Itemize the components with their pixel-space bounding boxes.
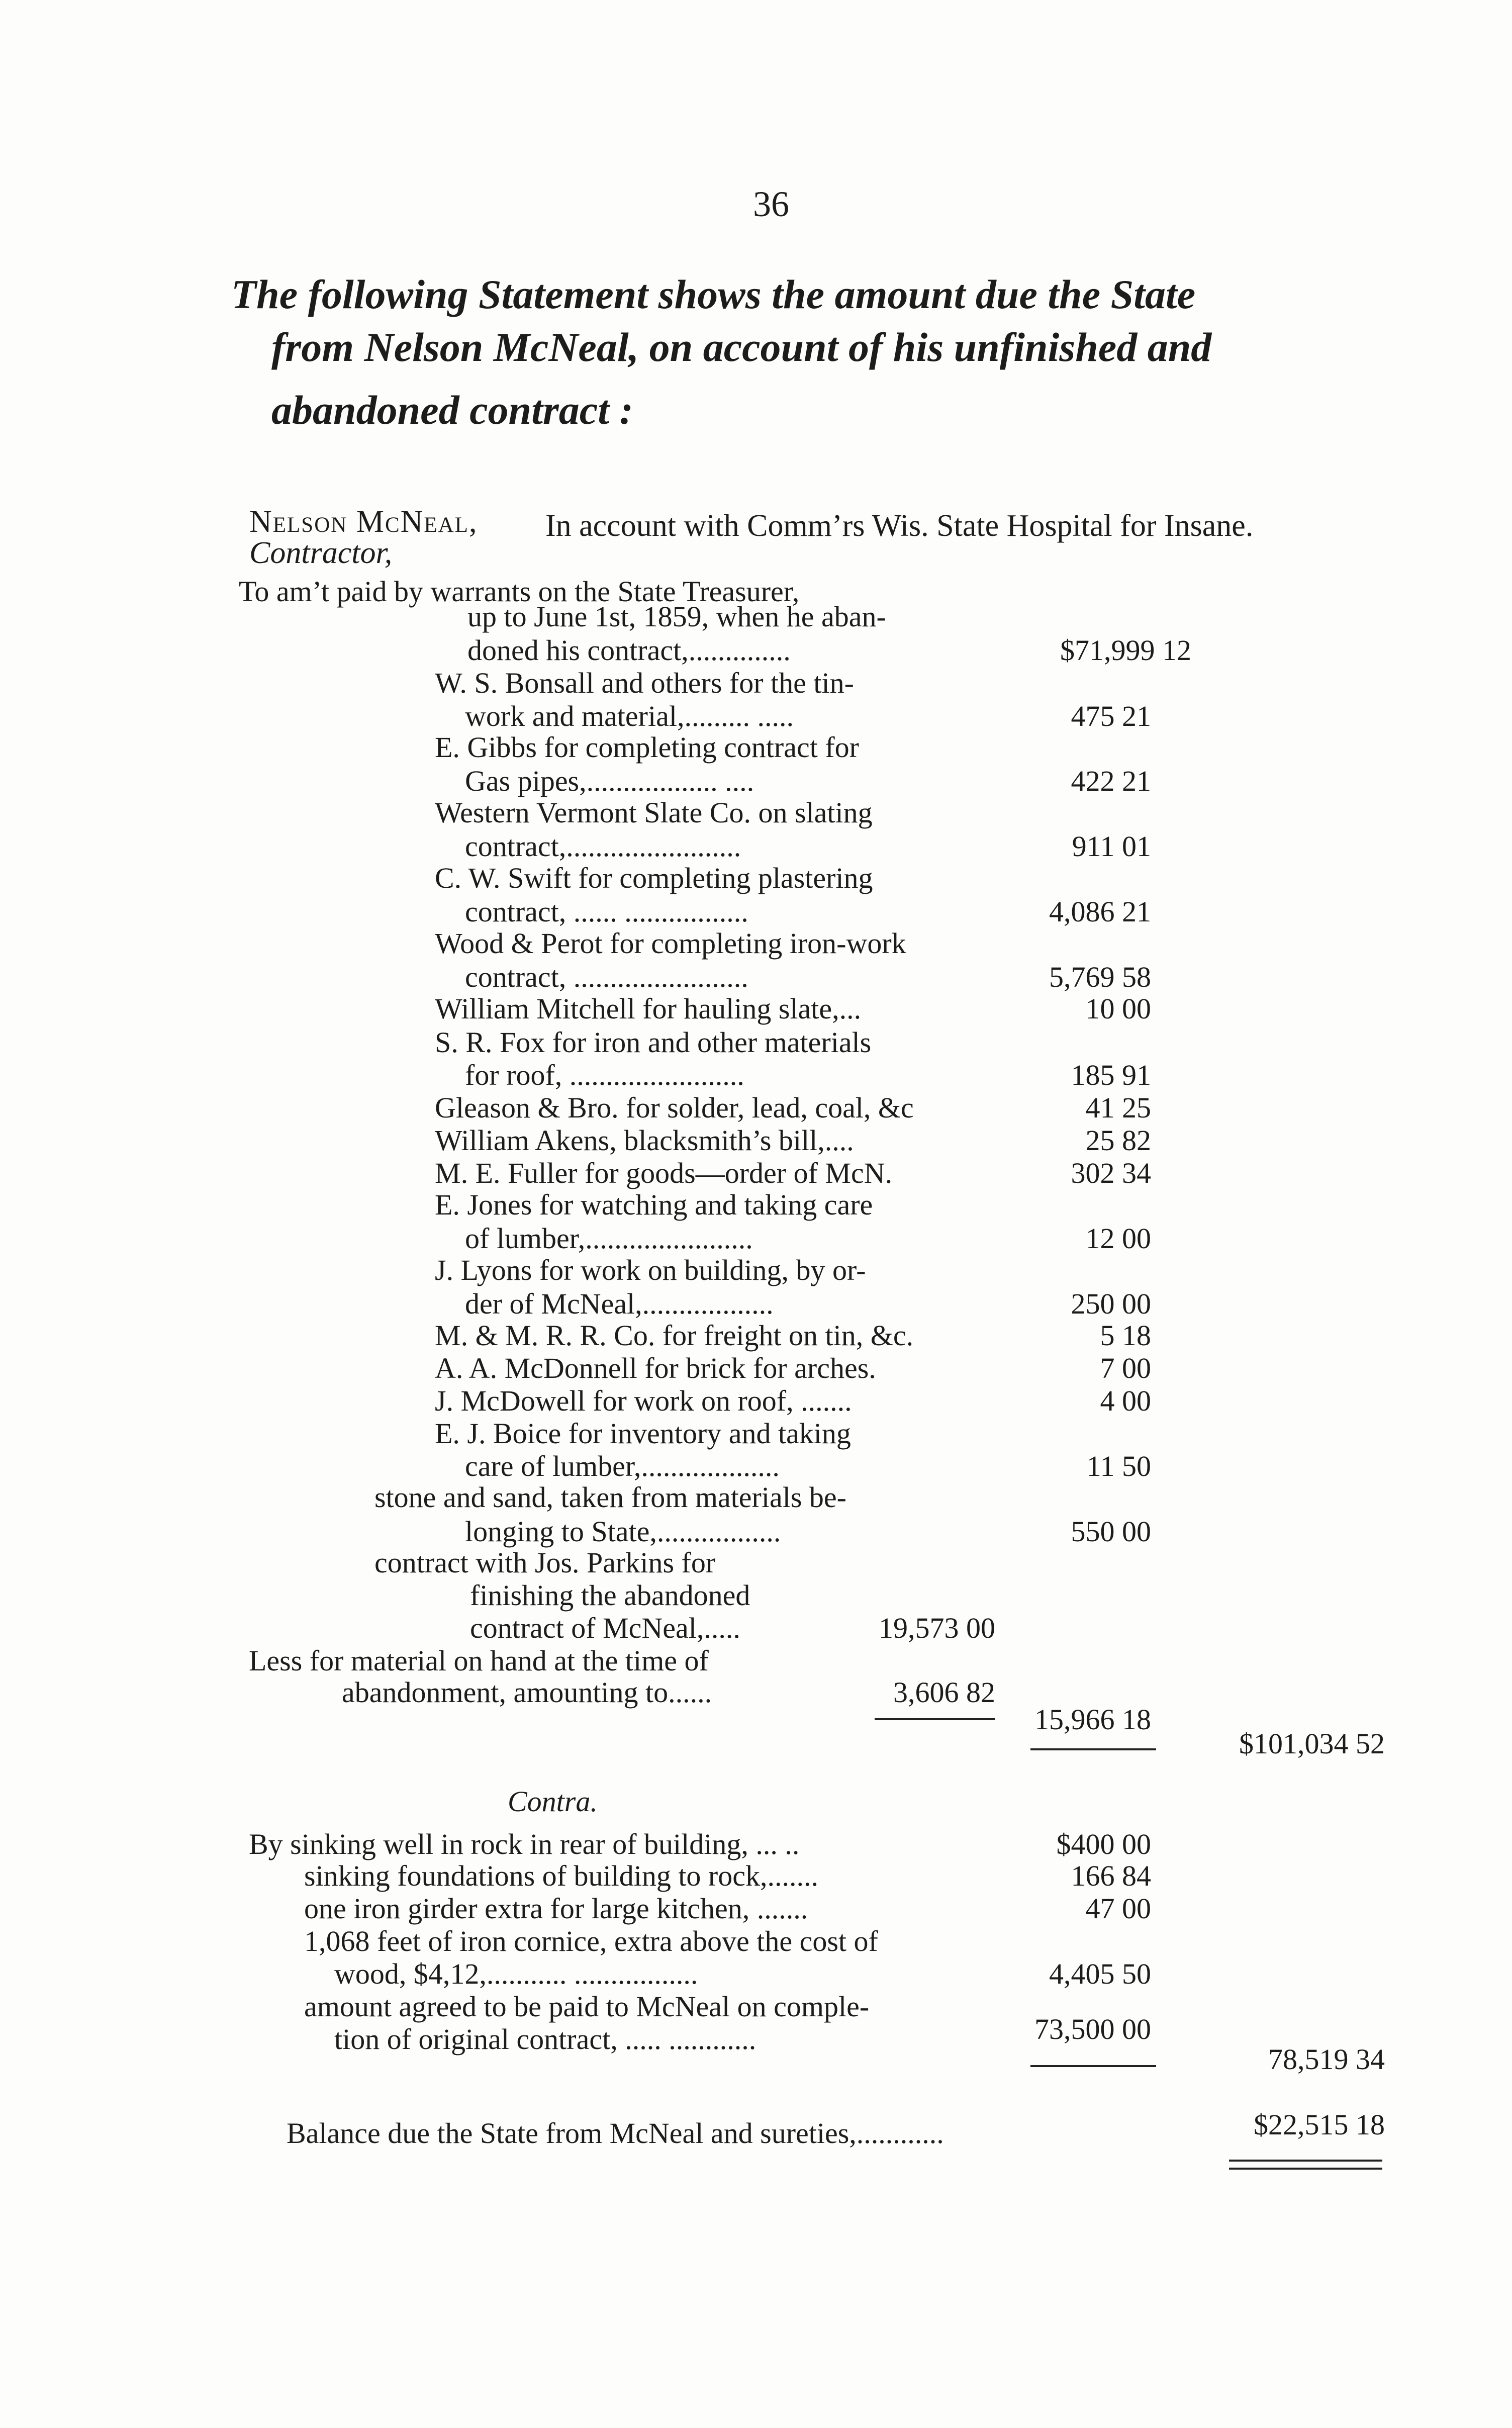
debit-amount: 7 00 [1100, 1352, 1151, 1384]
debit-line: S. R. Fox for iron and other materials [435, 1026, 872, 1059]
debit-line: M. & M. R. R. Co. for freight on tin, &c. [435, 1319, 914, 1352]
debit-amount: 5 18 [1100, 1319, 1151, 1352]
debit-amount: 422 21 [1071, 765, 1151, 797]
balance-double-rule-bottom [1229, 2168, 1382, 2170]
title-line-2: from Nelson McNeal, on account of his unfinished and [271, 324, 1212, 370]
debit-amount: 25 82 [1085, 1124, 1151, 1157]
debit-line: Gleason & Bro. for solder, lead, coal, &c [435, 1091, 914, 1124]
in-account-with: In account with Comm’rs Wis. State Hospital for Insane. [545, 509, 1254, 543]
contra-line: By sinking well in rock in rear of building, ... .. [249, 1828, 800, 1860]
debit-amount: 5,769 58 [1049, 961, 1151, 993]
debit-amount: $71,999 12 [1060, 634, 1191, 667]
debit-amount: 10 00 [1085, 992, 1151, 1025]
debit-line: Gas pipes,.................. .... [465, 765, 754, 797]
debit-line: E. Gibbs for completing contract for [435, 731, 859, 764]
debit-line: William Akens, blacksmith’s bill,.... [435, 1124, 854, 1157]
debit-line: contract with Jos. Parkins for [374, 1546, 716, 1579]
debit-line: To am’t paid by warrants on the State Treasurer, [239, 575, 800, 608]
debit-line: E. J. Boice for inventory and taking [435, 1417, 851, 1450]
title-line-3: abandoned contract : [271, 387, 633, 433]
debit-line: abandonment, amounting to...... [342, 1676, 712, 1709]
debit-amount: 4,086 21 [1049, 895, 1151, 928]
title-line-1: The following Statement shows the amount due the State [231, 271, 1196, 317]
contra-line: tion of original contract, ..... ............ [334, 2023, 757, 2056]
debit-line: stone and sand, taken from materials be- [374, 1481, 846, 1514]
contra-total: 78,519 34 [1268, 2043, 1385, 2076]
contra-amount: 47 00 [1085, 1892, 1151, 1925]
debit-line: A. A. McDonnell for brick for arches. [435, 1352, 876, 1384]
debit-line: M. E. Fuller for goods—order of McN. [435, 1157, 893, 1189]
debit-amount: 12 00 [1085, 1222, 1151, 1255]
contractor-name: Nelson McNeal, [249, 505, 478, 539]
debit-amount: 11 50 [1086, 1450, 1151, 1482]
contra-rule [1030, 2065, 1156, 2067]
debit-line: doned his contract,.............. [467, 634, 791, 667]
contra-line: one iron girder extra for large kitchen, ....... [304, 1892, 808, 1925]
debit-line: contract of McNeal,..... [470, 1612, 740, 1644]
debit-amount: 4 00 [1100, 1384, 1151, 1417]
debit-line: Less for material on hand at the time of [249, 1644, 709, 1677]
debit-line: finishing the abandoned [470, 1579, 750, 1612]
debit-line: contract, ........................ [465, 961, 748, 993]
contra-amount: 73,500 00 [1034, 2013, 1151, 2045]
debit-line: contract,........................ [465, 830, 741, 863]
debit-line: for roof, ........................ [465, 1059, 744, 1091]
debit-amount: 302 34 [1071, 1157, 1151, 1189]
debit-amount: 15,966 18 [1034, 1703, 1151, 1736]
debit-line: up to June 1st, 1859, when he aban- [467, 600, 886, 633]
account-name-line [234, 475, 478, 569]
contra-heading: Contra. [508, 1785, 598, 1818]
contra-amount: 166 84 [1071, 1859, 1151, 1892]
debit-amount: 185 91 [1071, 1059, 1151, 1091]
debit-line: of lumber,....................... [465, 1222, 753, 1255]
contra-amount: 4,405 50 [1049, 1957, 1151, 1990]
balance-amount: $22,515 18 [1254, 2108, 1385, 2141]
debit-amount: 550 00 [1071, 1515, 1151, 1548]
debit-total: $101,034 52 [1239, 1727, 1385, 1760]
balance-double-rule-top [1229, 2160, 1382, 2162]
debit-line: Western Vermont Slate Co. on slating [435, 796, 873, 829]
contra-line: amount agreed to be paid to McNeal on comple- [304, 1990, 870, 2023]
contra-line: 1,068 feet of iron cornice, extra above the cost of [304, 1925, 878, 1957]
contra-line: sinking foundations of building to rock,....... [304, 1859, 818, 1892]
debit-line: care of lumber,................... [465, 1450, 780, 1482]
contractor-role: Contractor, [249, 536, 393, 570]
debit-amount: 250 00 [1071, 1287, 1151, 1320]
debit-line: contract, ...... ................. [465, 895, 748, 928]
debit-line: W. S. Bonsall and others for the tin- [435, 667, 854, 699]
debit-line: der of McNeal,.................. [465, 1287, 774, 1320]
debit-line: William Mitchell for hauling slate,... [435, 992, 862, 1025]
debit-amount: 475 21 [1071, 700, 1151, 732]
debit-line: E. Jones for watching and taking care [435, 1188, 873, 1221]
contra-amount: $400 00 [1056, 1828, 1151, 1860]
contra-line: wood, $4,12,........... ................. [334, 1957, 698, 1990]
debit-line: work and material,......... ..... [465, 700, 794, 732]
debit-amount: 911 01 [1072, 830, 1151, 863]
balance-label: Balance due the State from McNeal and sureties,............ [287, 2117, 944, 2150]
debit-amount: 41 25 [1085, 1091, 1151, 1124]
debit-line: C. W. Swift for completing plastering [435, 862, 873, 894]
debit-line: Wood & Perot for completing iron-work [435, 927, 906, 960]
parkins-contract-amount: 19,573 00 [879, 1612, 995, 1644]
less-material-amount: 3,606 82 [893, 1676, 995, 1709]
page-number: 36 [753, 184, 789, 224]
debit-line: J. Lyons for work on building, by or- [435, 1254, 866, 1286]
debit-total-rule [1030, 1748, 1156, 1750]
debit-line: J. McDowell for work on roof, ....... [435, 1384, 852, 1417]
debit-line: longing to State,................. [465, 1515, 781, 1548]
